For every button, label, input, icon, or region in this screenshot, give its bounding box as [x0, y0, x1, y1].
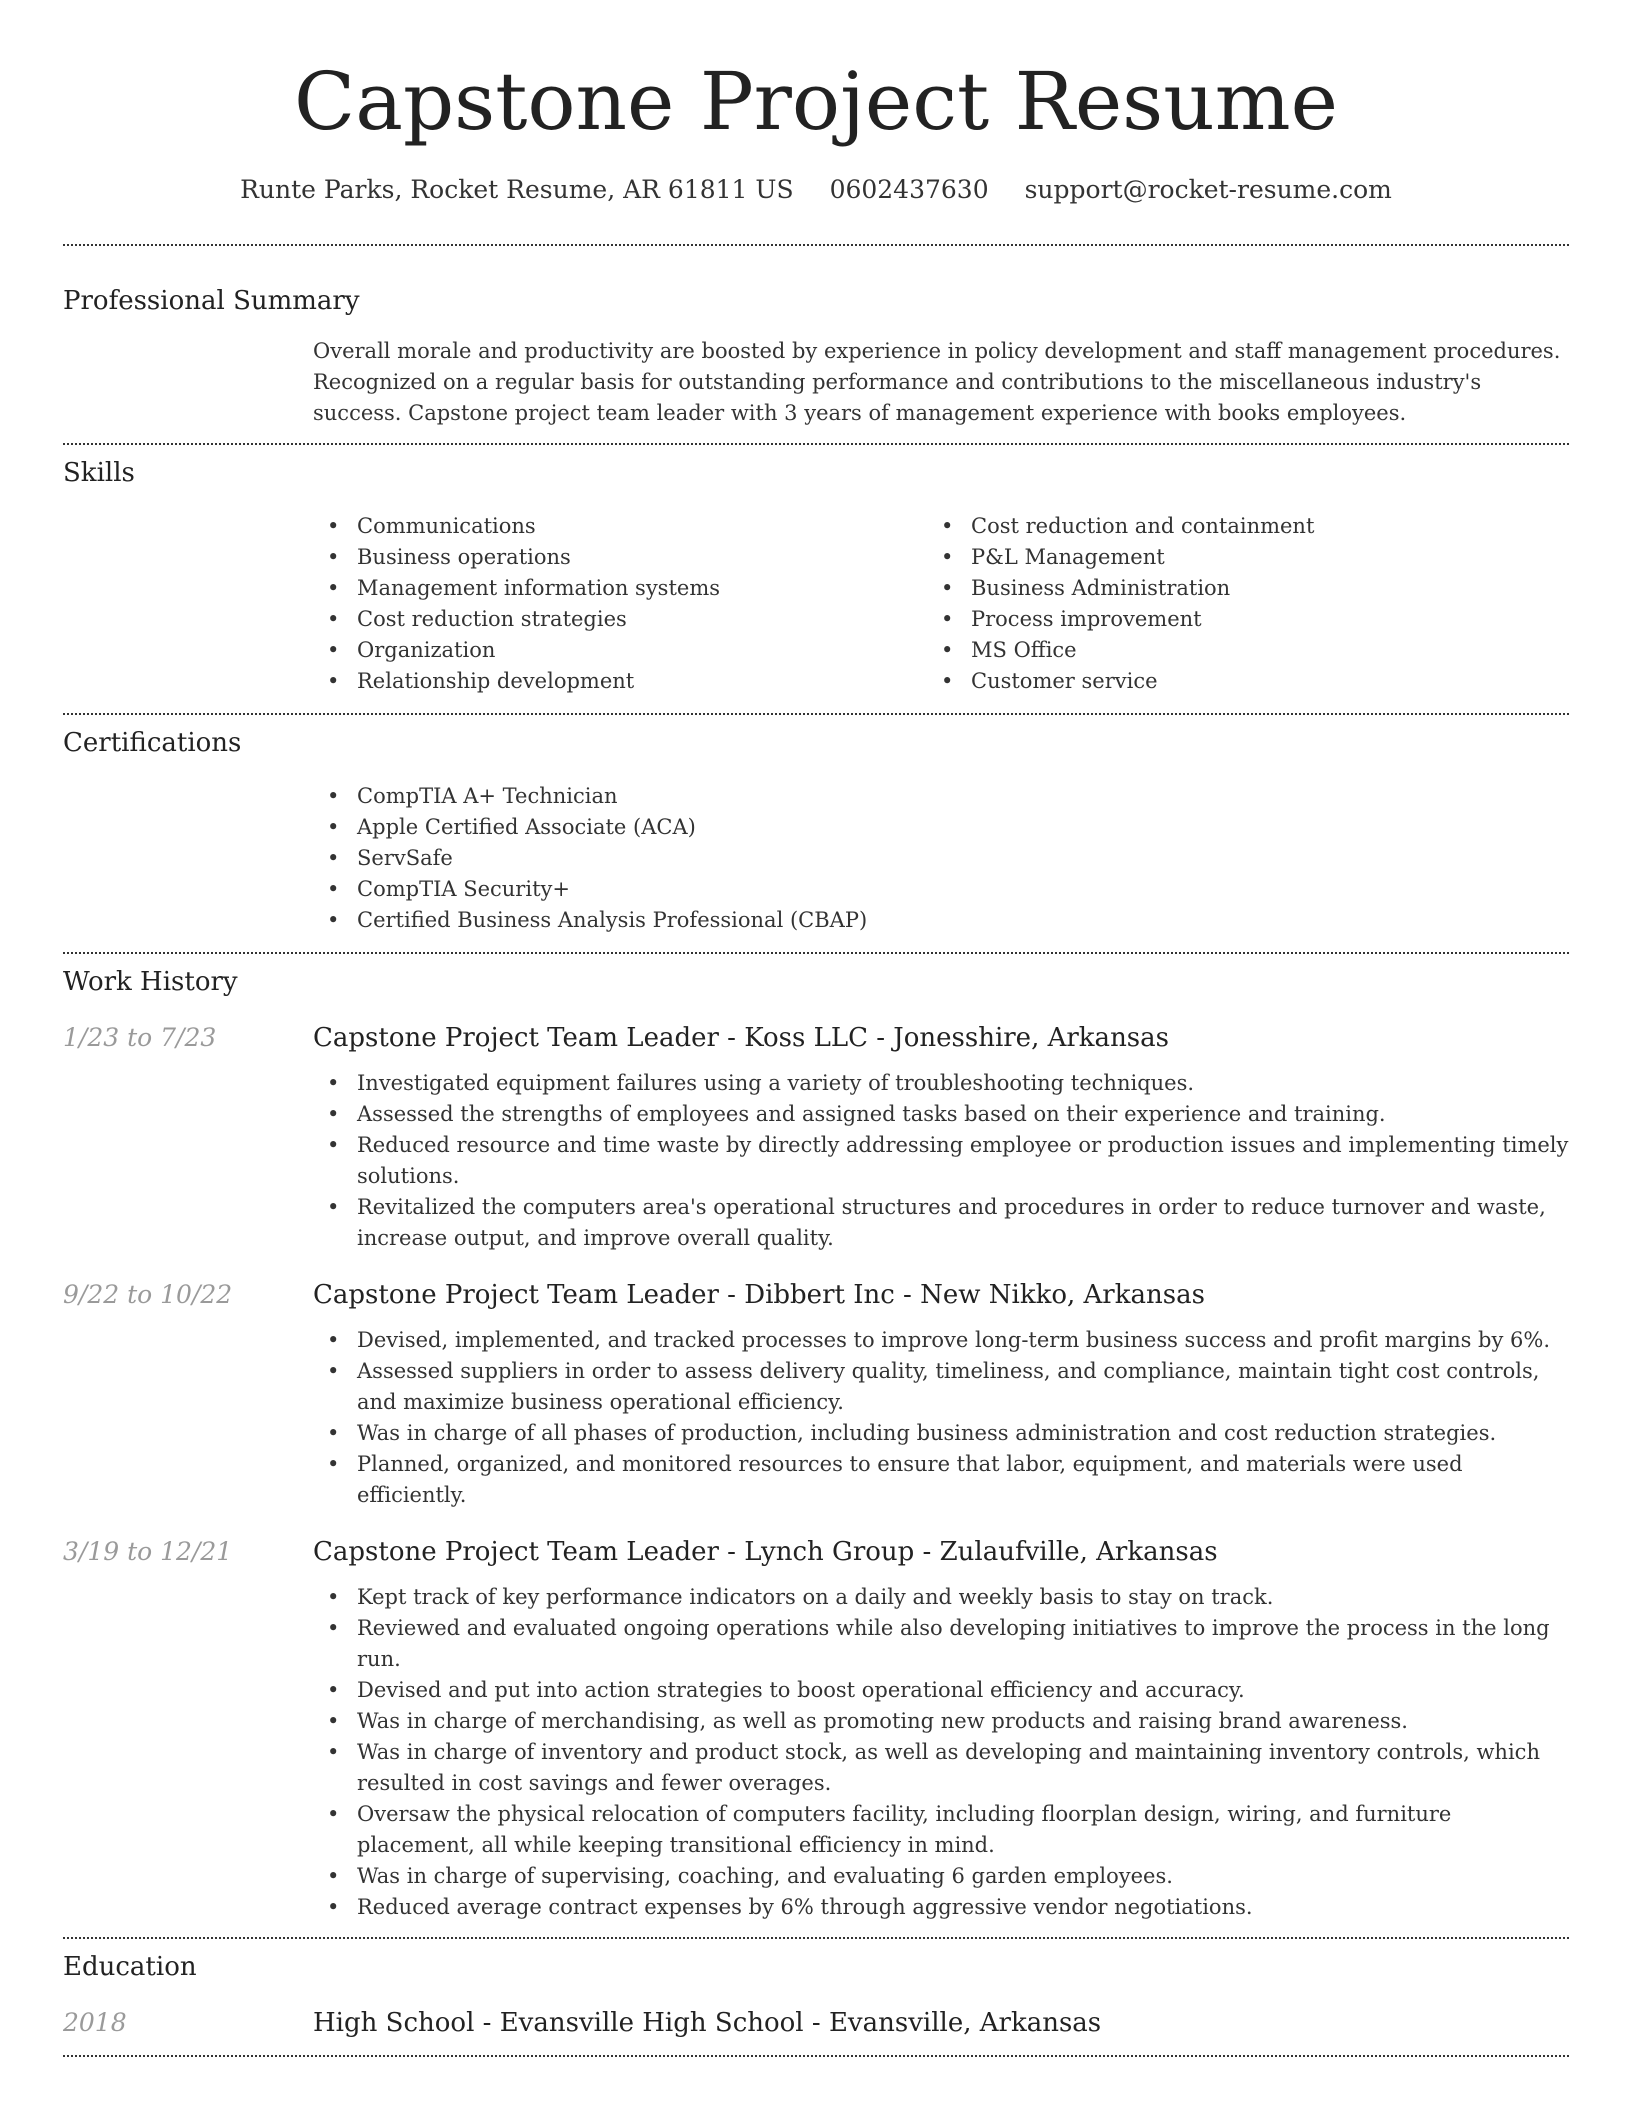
job-title: Capstone Project Team Leader - Dibbert Inc - New Nikko, Arkansas: [313, 1280, 1205, 1310]
job-bullets: [313, 1068, 1569, 1254]
education-entry: [63, 2005, 1569, 2055]
list-item: • Reduced resource and time waste by directly addressing employee or production issues and implementing timely solutions.: [313, 1130, 1569, 1192]
list-item: • Was in charge of all phases of production, including business administration and cost reduction strategies.: [313, 1418, 1569, 1449]
job-bullets: [313, 1582, 1569, 1923]
list-item: • Was in charge of inventory and product stock, as well as developing and maintaining inventory controls, which resulted in cost savings and fewer overages.: [313, 1737, 1569, 1799]
job-entry: [63, 1277, 1569, 1511]
list-item: • Communications: [313, 511, 927, 542]
contact-address: Runte Parks, Rocket Resume, AR 61811 US: [240, 175, 794, 204]
list-item: • Business operations: [313, 542, 927, 573]
job-entry: [63, 1534, 1569, 1937]
list-item: • MS Office: [927, 635, 1541, 666]
education-date: 2018: [63, 2008, 127, 2037]
contact-line: [63, 170, 1569, 210]
list-item: • Cost reduction and containment: [927, 511, 1541, 542]
job-header: [63, 1020, 1569, 1056]
candidate-name: Capstone Project Resume: [294, 55, 1338, 148]
skills-list: [313, 511, 1569, 713]
list-item: • Process improvement: [927, 604, 1541, 635]
job-bullets: [313, 1325, 1569, 1511]
education-section: [63, 1939, 1569, 2055]
skills-heading: Skills: [63, 458, 135, 488]
work-history-section: [63, 954, 1569, 1937]
skills-column-left: [313, 511, 927, 697]
list-item: • Investigated equipment failures using a variety of troubleshooting techniques.: [313, 1068, 1569, 1099]
list-item: • Oversaw the physical relocation of computers facility, including floorplan design, wiring, and furniture placement, all while keeping transitional efficiency in mind.: [313, 1799, 1569, 1861]
list-item: • P&L Management: [927, 542, 1541, 573]
list-item: • Was in charge of merchandising, as well as promoting new products and raising brand awareness.: [313, 1706, 1569, 1737]
list-item: • Was in charge of supervising, coaching, and evaluating 6 garden employees.: [313, 1861, 1569, 1892]
summary-section: [63, 246, 1569, 443]
list-item: • ServSafe: [313, 843, 1569, 874]
skills-section: [63, 445, 1569, 713]
list-item: • Revitalized the computers area's operational structures and procedures in order to reduce turnover and waste, increase output, and improve overall quality.: [313, 1192, 1569, 1254]
contact-email: support@rocket-resume.com: [1024, 175, 1392, 204]
job-header: [63, 1534, 1569, 1570]
resume-header: [63, 0, 1569, 210]
list-item: • Devised and put into action strategies to boost operational efficiency and accuracy.: [313, 1675, 1569, 1706]
job-date: 9/22 to 10/22: [63, 1280, 233, 1309]
list-item: • Relationship development: [313, 666, 927, 697]
certifications-heading: Certifications: [63, 728, 242, 758]
section-divider: [63, 2055, 1569, 2057]
job-date: 3/19 to 12/21: [63, 1537, 233, 1566]
skills-column-right: [927, 511, 1541, 697]
list-item: • Devised, implemented, and tracked processes to improve long-term business success and profit margins by 6%.: [313, 1325, 1569, 1356]
job-title: Capstone Project Team Leader - Lynch Group - Zulaufville, Arkansas: [313, 1537, 1218, 1567]
education-title: High School - Evansville High School - Evansville, Arkansas: [313, 2008, 1102, 2038]
summary-text: Overall morale and productivity are boosted by experience in policy development and staff management procedures. Recognized on a regular basis for outstanding performance and contributions to the miscellaneous industry's success. Capstone project team leader with 3 years of management experience with books employees.: [313, 339, 1561, 425]
list-item: • Reviewed and evaluated ongoing operations while also developing initiatives to improve the process in the long run.: [313, 1613, 1569, 1675]
list-item: • Cost reduction strategies: [313, 604, 927, 635]
job-entry: [63, 1020, 1569, 1254]
list-item: • Assessed the strengths of employees and assigned tasks based on their experience and training.: [313, 1099, 1569, 1130]
certifications-list: [313, 781, 1569, 952]
summary-heading: Professional Summary: [63, 286, 360, 316]
list-item: • Planned, organized, and monitored resources to ensure that labor, equipment, and materials were used efficiently.: [313, 1449, 1569, 1511]
work-history-heading: Work History: [63, 967, 238, 997]
education-heading: Education: [63, 1952, 197, 1982]
contact-phone: 0602437630: [829, 175, 989, 204]
list-item: • CompTIA Security+: [313, 874, 1569, 905]
list-item: • CompTIA A+ Technician: [313, 781, 1569, 812]
list-item: • Assessed suppliers in order to assess delivery quality, timeliness, and compliance, maintain tight cost controls, and maximize business operational efficiency.: [313, 1356, 1569, 1418]
job-date: 1/23 to 7/23: [63, 1023, 217, 1052]
list-item: • Certified Business Analysis Professional (CBAP): [313, 905, 1569, 936]
list-item: • Kept track of key performance indicators on a daily and weekly basis to stay on track.: [313, 1582, 1569, 1613]
list-item: • Apple Certified Associate (ACA): [313, 812, 1569, 843]
job-title: Capstone Project Team Leader - Koss LLC - Jonesshire, Arkansas: [313, 1023, 1169, 1053]
list-item: • Customer service: [927, 666, 1541, 697]
job-header: [63, 1277, 1569, 1313]
list-item: • Reduced average contract expenses by 6% through aggressive vendor negotiations.: [313, 1892, 1569, 1923]
certifications-section: [63, 715, 1569, 952]
list-item: • Management information systems: [313, 573, 927, 604]
list-item: • Organization: [313, 635, 927, 666]
list-item: • Business Administration: [927, 573, 1541, 604]
